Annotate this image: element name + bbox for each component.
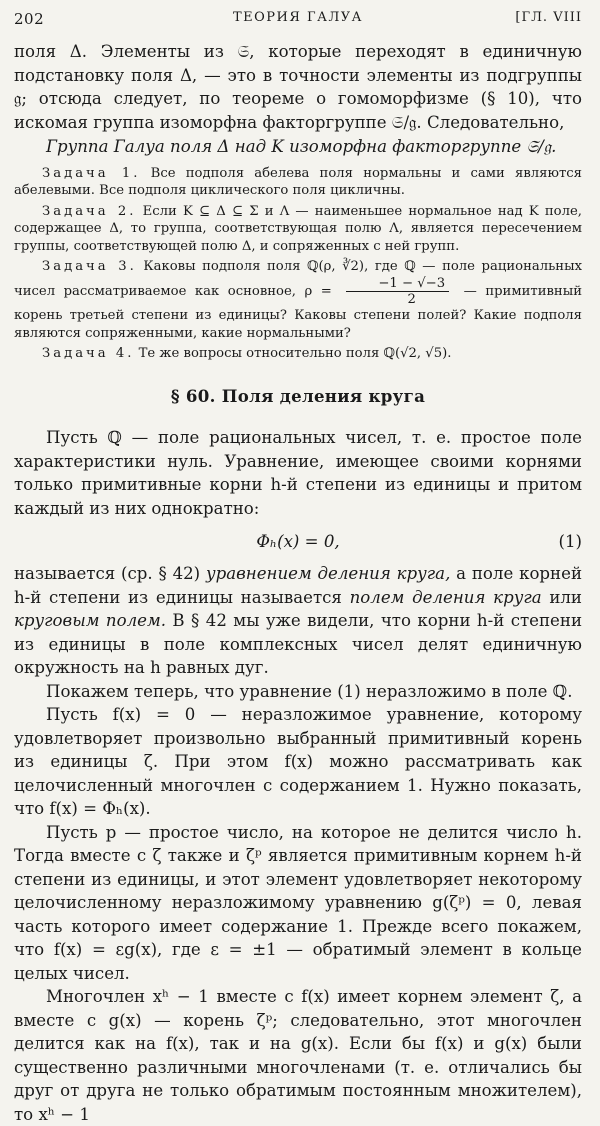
task-2-text: Если K ⊆ Δ ⊆ Σ и Λ — наименьшее нормальное над K поле, содержащее Δ, то группа, соответствующая полю Λ, является пересечением группы, соответствующей полю Δ, и сопряженных с ней групп. bbox=[14, 203, 582, 254]
task-4-text: Те же вопросы относительно поля ℚ(√2, √5). bbox=[138, 346, 452, 362]
task-4-label: Задача 4. bbox=[42, 346, 135, 362]
paragraph-naming: называется (ср. § 42) уравнением деления круга, а поле корней h-й степени из единицы называется полем деления круга или круговым полем. В § 42 мы уже видели, что корни h-й степени из единицы в поле комплексных чисел делят единичную окружность на h равных дуг. bbox=[14, 564, 582, 678]
theorem-statement: Группа Галуа поля Δ над K изоморфна факторгруппе 𝔖/𝔤. bbox=[46, 137, 557, 156]
paragraph-polynomial: Многочлен xʰ − 1 вместе с f(x) имеет корнем элемент ζ, а вместе с g(x) — корень ζᵖ; следовательно, этот многочлен делится как на f(x), так и на g(x). Если бы f(x) и g(x) были существенно различными многочленами (т. е. отличались бы друг от друга не только обратимым постоянным множителем), то xʰ − 1 bbox=[14, 987, 582, 1124]
task-2 bbox=[14, 203, 582, 256]
running-title: ТЕОРИЯ ГАЛУА bbox=[232, 10, 364, 25]
task-1-text: Все подполя абелева поля нормальны и сами являются абелевыми. Все подполя циклического поля цикличны. bbox=[14, 165, 582, 199]
chapter-marker: [ГЛ. VIII bbox=[515, 10, 582, 25]
equation-number: (1) bbox=[558, 532, 582, 552]
equation-formula: Φₕ(x) = 0, bbox=[256, 532, 340, 552]
paragraph-setup: Пусть f(x) = 0 — неразложимое уравнение, которому удовлетворяет произвольно выбранный примитивный корень из единицы ζ. При этом f(x) можно рассматривать как целочисленный многочлен с содержанием 1. Нужно показать, что f(x) = Φₕ(x). bbox=[14, 705, 582, 819]
section-title: § 60. Поля деления круга bbox=[170, 385, 426, 406]
term-cyclotomic-equation: уравнением деления круга, bbox=[205, 564, 451, 584]
running-head bbox=[14, 10, 582, 34]
display-equation bbox=[14, 524, 582, 560]
task-2-label: Задача 2. bbox=[42, 203, 137, 219]
task-3 bbox=[14, 258, 582, 342]
paragraph-definition: Пусть ℚ — поле рациональных чисел, т. е. простое поле характеристики нуль. Уравнение, имеющее своими корнями только примитивные корни h-й степени из единицы и притом каждый из них однократно: bbox=[14, 428, 582, 518]
task-3-text-b: — примитивный корень третьей степени из единицы? Каковы степени полей? Какие подполя являются сопряженными, какие нормальными? bbox=[14, 284, 582, 341]
rho-denominator: 2 bbox=[407, 292, 416, 308]
task-1 bbox=[14, 165, 582, 200]
task-3-text-a: Каковы подполя поля ℚ(ρ, ∛2), где ℚ — поле рациональных чисел рассматриваемое как основное, ρ = bbox=[14, 259, 583, 300]
rho-numerator: −1 − √−3 bbox=[346, 276, 449, 292]
exercises bbox=[14, 165, 582, 363]
page-number: 202 bbox=[14, 10, 45, 28]
paragraph-claim: Покажем теперь, что уравнение (1) неразложимо в поле ℚ. bbox=[46, 681, 573, 701]
task-1-label: Задача 1. bbox=[42, 165, 141, 181]
rho-fraction bbox=[346, 276, 449, 307]
page-body bbox=[14, 40, 582, 1126]
task-3-label: Задача 3. bbox=[42, 259, 137, 275]
term-circular-field: круговым полем. bbox=[14, 611, 166, 631]
intro-paragraph: поля Δ. Элементы из 𝔖, которые переходят в единичную подстановку поля Δ, — это в точности элементы из подгруппы 𝔤; отсюда следует, по теореме о гомоморфизме (§ 10), что искомая группа изоморфна факторгруппе 𝔖/𝔤. Следовательно, bbox=[14, 42, 582, 132]
term-cyclotomic-field: полем деления круга bbox=[349, 587, 542, 607]
paragraph-prime: Пусть p — простое число, на которое не делится число h. Тогда вместе с ζ также и ζᵖ является примитивным корнем h-й степени из единицы, и этот элемент удовлетворяет некоторому целочисленному неразложимому уравнению g(ζᵖ) = 0, левая часть которого имеет содержание 1. Прежде всего покажем, что f(x) = εg(x), где ε = ±1 — обратимый элемент в кольце целых чисел. bbox=[14, 822, 582, 983]
task-4 bbox=[14, 345, 582, 363]
